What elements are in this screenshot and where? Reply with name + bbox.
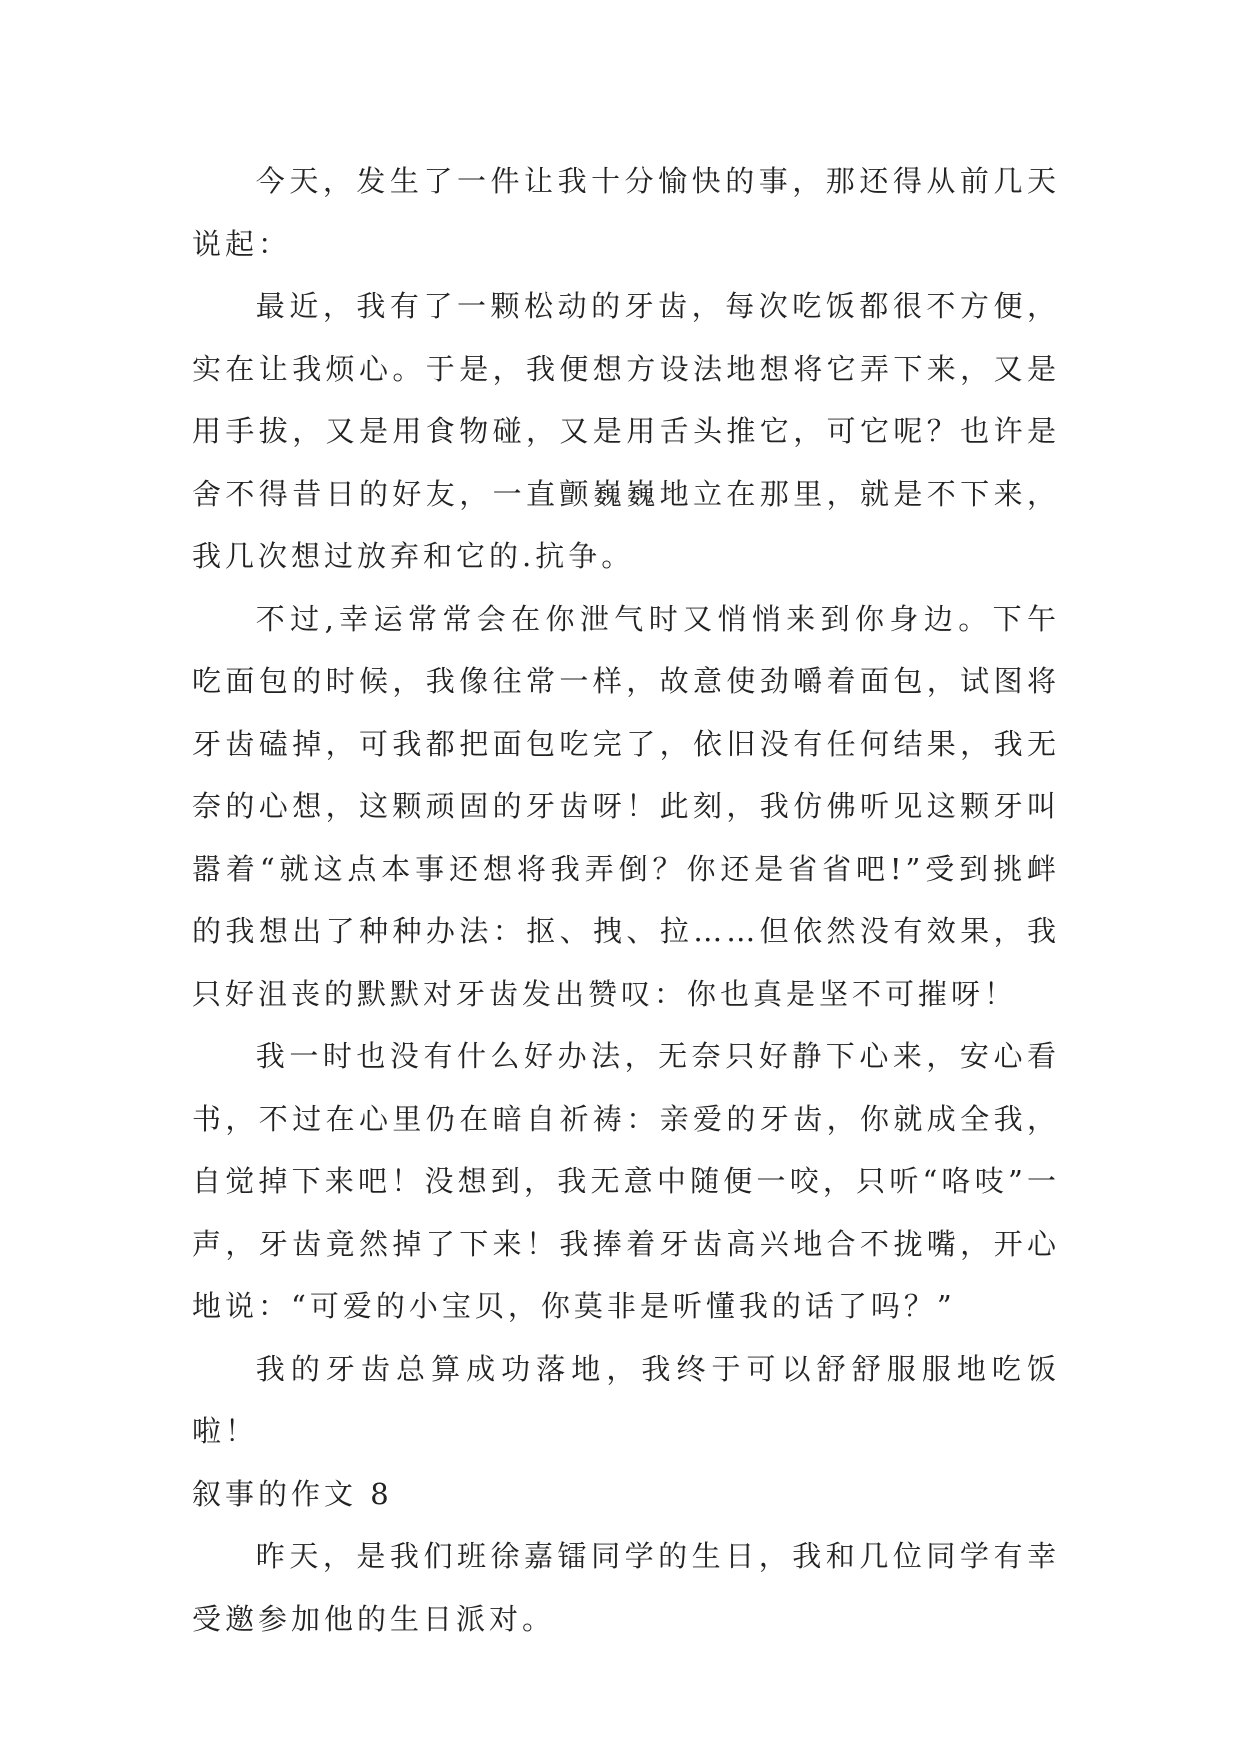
paragraph-intro: 今天，发生了一件让我十分愉快的事，那还得从前几天说起： bbox=[192, 164, 1060, 261]
document-page bbox=[192, 150, 1060, 1650]
section-heading: 叙事的作文 8 bbox=[192, 1476, 393, 1511]
paragraph-birthday: 昨天，是我们班徐嘉镭同学的生日，我和几位同学有幸受邀参加他的生日派对。 bbox=[192, 1539, 1060, 1636]
paragraph-bread: 不过,幸运常常会在你泄气时又悄悄来到你身边。下午吃面包的时候，我像往常一样，故意使劲嚼着面包，试图将牙齿磕掉，可我都把面包吃完了，依旧没有任何结果，我无奈的心想，这颗顽固的牙齿呀！此刻，我仿佛听见这颗牙叫嚣着“就这点本事还想将我弄倒？你还是省省吧!”受到挑衅的我想出了种种办法：抠、拽、拉……但依然没有效果，我只好沮丧的默默对牙齿发出赞叹：你也真是坚不可摧呀！ bbox=[192, 601, 1060, 1011]
paragraph-conclusion: 我的牙齿总算成功落地，我终于可以舒舒服服地吃饭啦！ bbox=[192, 1351, 1060, 1448]
paragraph-tooth-falls: 我一时也没有什么好办法，无奈只好静下心来，安心看书，不过在心里仍在暗自祈祷：亲爱的牙齿，你就成全我，自觉掉下来吧！没想到，我无意中随便一咬，只听“咯吱”一声，牙齿竟然掉了下来！我捧着牙齿高兴地合不拢嘴，开心地说：“可爱的小宝贝，你莫非是听懂我的话了吗？” bbox=[192, 1039, 1060, 1323]
paragraph-loose-tooth: 最近，我有了一颗松动的牙齿，每次吃饭都很不方便，实在让我烦心。于是，我便想方设法地想将它弄下来，又是用手拔，又是用食物碰，又是用舌头推它，可它呢？也许是舍不得昔日的好友，一直颤巍巍地立在那里，就是不下来，我几次想过放弃和它的.抗争。 bbox=[192, 289, 1060, 573]
